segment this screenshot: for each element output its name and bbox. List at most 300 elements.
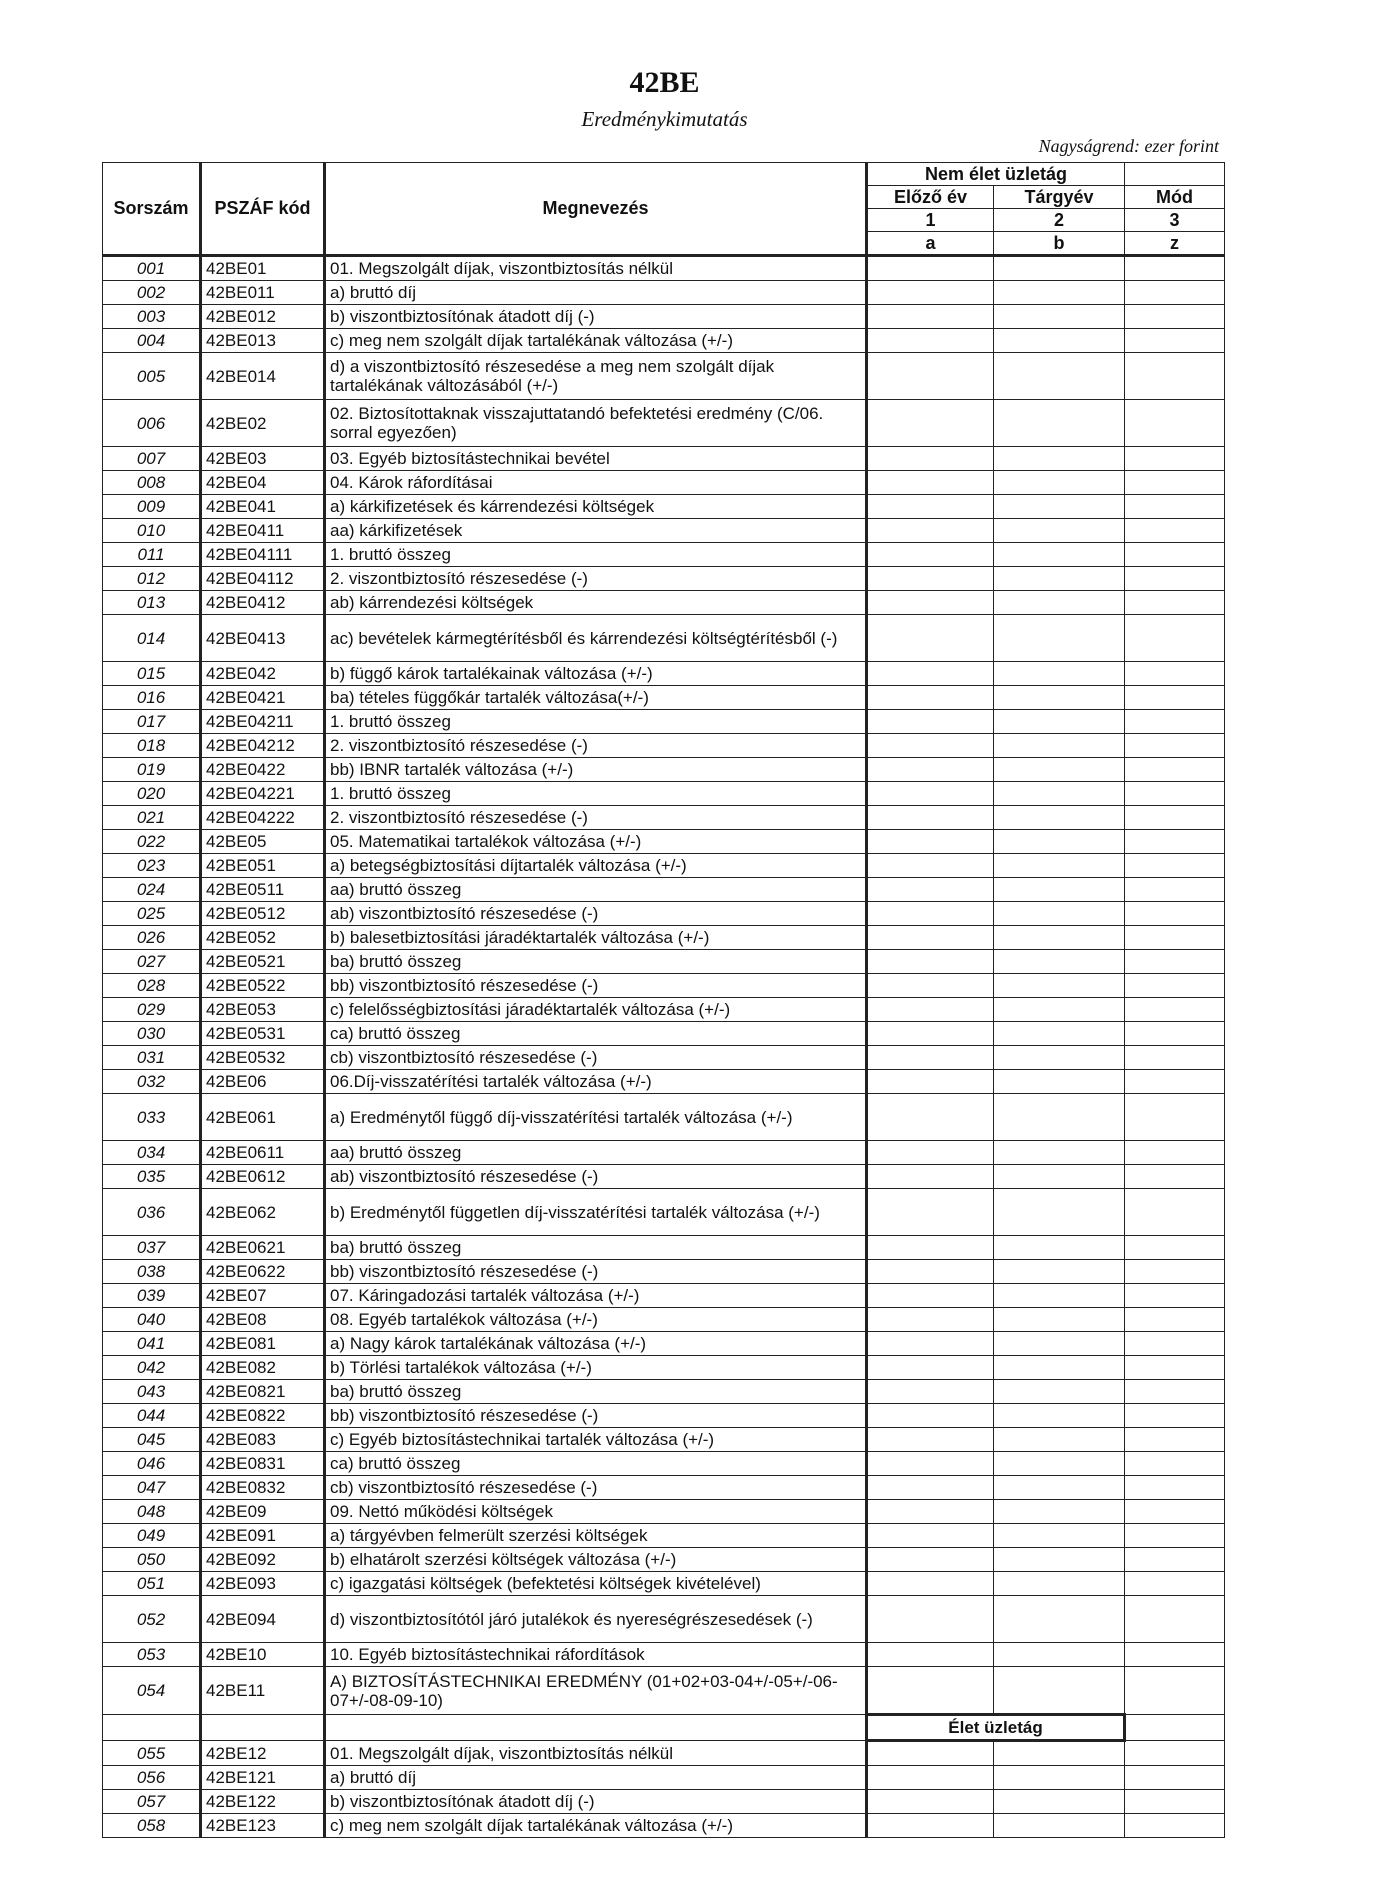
row-name: 04. Károk ráfordításai <box>325 471 867 495</box>
row-name: aa) bruttó összeg <box>325 1141 867 1165</box>
value-current-year <box>994 1766 1125 1790</box>
row-pszaf-code: 42BE0421 <box>201 686 325 710</box>
value-current-year <box>994 1308 1125 1332</box>
page-subtitle: Eredménykimutatás <box>581 107 748 131</box>
row-number: 017 <box>103 710 201 734</box>
value-mod <box>1125 782 1225 806</box>
value-mod <box>1125 1380 1225 1404</box>
table-row <box>103 615 1225 662</box>
table-row <box>103 710 1225 734</box>
value-current-year <box>994 1236 1125 1260</box>
table-body-life <box>103 1741 1225 1838</box>
value-previous-year <box>867 281 994 305</box>
unit-note: Nagyságrend: ezer forint <box>1038 136 1219 156</box>
row-number: 023 <box>103 854 201 878</box>
value-mod <box>1125 1022 1225 1046</box>
page-title: 42BE <box>629 66 700 99</box>
table-row <box>103 447 1225 471</box>
value-current-year <box>994 1741 1125 1766</box>
table-row <box>103 1404 1225 1428</box>
value-current-year <box>994 329 1125 353</box>
row-pszaf-code: 42BE0622 <box>201 1260 325 1284</box>
table-row <box>103 1308 1225 1332</box>
row-pszaf-code: 42BE013 <box>201 329 325 353</box>
row-pszaf-code: 42BE07 <box>201 1284 325 1308</box>
table-row <box>103 926 1225 950</box>
header-num-3: 3 <box>1125 209 1225 232</box>
row-pszaf-code: 42BE03 <box>201 447 325 471</box>
table-row <box>103 734 1225 758</box>
value-current-year <box>994 495 1125 519</box>
row-name: 10. Egyéb biztosítástechnikai ráfordítások <box>325 1643 867 1667</box>
value-current-year <box>994 878 1125 902</box>
value-mod <box>1125 567 1225 591</box>
value-current-year <box>994 1476 1125 1500</box>
value-current-year <box>994 1094 1125 1141</box>
row-number: 056 <box>103 1766 201 1790</box>
value-mod <box>1125 1070 1225 1094</box>
row-number: 001 <box>103 256 201 281</box>
value-mod <box>1125 329 1225 353</box>
row-number: 015 <box>103 662 201 686</box>
row-number: 004 <box>103 329 201 353</box>
value-mod <box>1125 447 1225 471</box>
value-mod <box>1125 1596 1225 1643</box>
header-letter-b: b <box>994 232 1125 256</box>
table-row <box>103 830 1225 854</box>
row-pszaf-code: 42BE09 <box>201 1500 325 1524</box>
value-previous-year <box>867 902 994 926</box>
table-row <box>103 806 1225 830</box>
table-row <box>103 1165 1225 1189</box>
value-current-year <box>994 1428 1125 1452</box>
row-name: aa) bruttó összeg <box>325 878 867 902</box>
row-number: 045 <box>103 1428 201 1452</box>
row-pszaf-code: 42BE053 <box>201 998 325 1022</box>
row-name: 1. bruttó összeg <box>325 543 867 567</box>
value-mod <box>1125 1643 1225 1667</box>
row-pszaf-code: 42BE04 <box>201 471 325 495</box>
header-letter-a: a <box>867 232 994 256</box>
value-previous-year <box>867 1500 994 1524</box>
value-previous-year <box>867 782 994 806</box>
row-name: a) bruttó díj <box>325 1766 867 1790</box>
row-name: 1. bruttó összeg <box>325 782 867 806</box>
value-mod <box>1125 543 1225 567</box>
row-name: ba) bruttó összeg <box>325 950 867 974</box>
row-number: 047 <box>103 1476 201 1500</box>
row-pszaf-code: 42BE094 <box>201 1596 325 1643</box>
row-number: 010 <box>103 519 201 543</box>
row-name: c) meg nem szolgált díjak tartalékának változása (+/-) <box>325 1814 867 1838</box>
value-current-year <box>994 1667 1125 1715</box>
value-current-year <box>994 806 1125 830</box>
value-mod <box>1125 974 1225 998</box>
table-row <box>103 1141 1225 1165</box>
row-pszaf-code: 42BE123 <box>201 1814 325 1838</box>
row-pszaf-code: 42BE0511 <box>201 878 325 902</box>
row-pszaf-code: 42BE061 <box>201 1094 325 1141</box>
value-previous-year <box>867 591 994 615</box>
row-name: d) a viszontbiztosító részesedése a meg nem szolgált díjak tartalékának változásából (+/-) <box>325 353 867 400</box>
row-number: 031 <box>103 1046 201 1070</box>
value-previous-year <box>867 806 994 830</box>
row-name: a) bruttó díj <box>325 281 867 305</box>
value-current-year <box>994 662 1125 686</box>
row-number: 026 <box>103 926 201 950</box>
value-previous-year <box>867 734 994 758</box>
value-previous-year <box>867 1332 994 1356</box>
value-previous-year <box>867 854 994 878</box>
row-pszaf-code: 42BE014 <box>201 353 325 400</box>
table-row <box>103 1260 1225 1284</box>
value-mod <box>1125 1404 1225 1428</box>
value-mod <box>1125 591 1225 615</box>
table-row <box>103 1189 1225 1236</box>
row-name: b) Törlési tartalékok változása (+/-) <box>325 1356 867 1380</box>
value-previous-year <box>867 1380 994 1404</box>
value-previous-year <box>867 1790 994 1814</box>
value-previous-year <box>867 830 994 854</box>
table-row <box>103 1070 1225 1094</box>
row-pszaf-code: 42BE091 <box>201 1524 325 1548</box>
value-previous-year <box>867 1524 994 1548</box>
row-pszaf-code: 42BE012 <box>201 305 325 329</box>
value-mod <box>1125 1572 1225 1596</box>
row-name: d) viszontbiztosítótól járó jutalékok és nyereségrészesedések (-) <box>325 1596 867 1643</box>
value-current-year <box>994 400 1125 447</box>
value-mod <box>1125 1189 1225 1236</box>
table-row <box>103 1284 1225 1308</box>
row-name: 09. Nettó működési költségek <box>325 1500 867 1524</box>
row-pszaf-code: 42BE042 <box>201 662 325 686</box>
value-mod <box>1125 1766 1225 1790</box>
row-number: 002 <box>103 281 201 305</box>
row-number: 057 <box>103 1790 201 1814</box>
row-pszaf-code: 42BE12 <box>201 1741 325 1766</box>
table-row <box>103 591 1225 615</box>
value-mod <box>1125 281 1225 305</box>
row-name: cb) viszontbiztosító részesedése (-) <box>325 1476 867 1500</box>
spacer-cell <box>325 1715 867 1741</box>
row-name: ca) bruttó összeg <box>325 1022 867 1046</box>
value-mod <box>1125 1428 1225 1452</box>
row-name: a) tárgyévben felmerült szerzési költségek <box>325 1524 867 1548</box>
value-mod <box>1125 1524 1225 1548</box>
table-row <box>103 1476 1225 1500</box>
value-current-year <box>994 281 1125 305</box>
row-pszaf-code: 42BE04212 <box>201 734 325 758</box>
value-previous-year <box>867 1548 994 1572</box>
row-pszaf-code: 42BE0522 <box>201 974 325 998</box>
row-number: 028 <box>103 974 201 998</box>
row-name: c) Egyéb biztosítástechnikai tartalék változása (+/-) <box>325 1428 867 1452</box>
value-current-year <box>994 758 1125 782</box>
value-current-year <box>994 543 1125 567</box>
table-row <box>103 256 1225 281</box>
row-number: 024 <box>103 878 201 902</box>
row-pszaf-code: 42BE0822 <box>201 1404 325 1428</box>
row-number: 011 <box>103 543 201 567</box>
table-row <box>103 495 1225 519</box>
value-mod <box>1125 1094 1225 1141</box>
value-previous-year <box>867 615 994 662</box>
row-number: 003 <box>103 305 201 329</box>
value-current-year <box>994 998 1125 1022</box>
row-pszaf-code: 42BE0411 <box>201 519 325 543</box>
row-number: 019 <box>103 758 201 782</box>
value-current-year <box>994 1572 1125 1596</box>
value-previous-year <box>867 1428 994 1452</box>
value-current-year <box>994 1070 1125 1094</box>
row-name: aa) kárkifizetések <box>325 519 867 543</box>
value-current-year <box>994 1548 1125 1572</box>
value-previous-year <box>867 1572 994 1596</box>
value-previous-year <box>867 1236 994 1260</box>
value-mod <box>1125 806 1225 830</box>
row-pszaf-code: 42BE0832 <box>201 1476 325 1500</box>
value-mod <box>1125 400 1225 447</box>
value-previous-year <box>867 1643 994 1667</box>
table-row <box>103 400 1225 447</box>
value-current-year <box>994 591 1125 615</box>
value-previous-year <box>867 1667 994 1715</box>
row-name: 02. Biztosítottaknak visszajuttatandó befektetési eredmény (C/06. sorral egyezően) <box>325 400 867 447</box>
row-number: 007 <box>103 447 201 471</box>
row-number: 053 <box>103 1643 201 1667</box>
row-name: cb) viszontbiztosító részesedése (-) <box>325 1046 867 1070</box>
row-name: b) balesetbiztosítási járadéktartalék változása (+/-) <box>325 926 867 950</box>
row-name: 06.Díj-visszatérítési tartalék változása (+/-) <box>325 1070 867 1094</box>
value-current-year <box>994 1046 1125 1070</box>
spacer-cell <box>1125 1715 1225 1741</box>
row-number: 027 <box>103 950 201 974</box>
value-previous-year <box>867 1404 994 1428</box>
value-current-year <box>994 782 1125 806</box>
table-row <box>103 974 1225 998</box>
row-name: b) Eredménytől független díj-visszatérítési tartalék változása (+/-) <box>325 1189 867 1236</box>
row-pszaf-code: 42BE011 <box>201 281 325 305</box>
row-pszaf-code: 42BE05 <box>201 830 325 854</box>
row-name: ac) bevételek kármegtérítésből és kárrendezési költségtérítésből (-) <box>325 615 867 662</box>
table-row <box>103 782 1225 806</box>
value-previous-year <box>867 495 994 519</box>
value-current-year <box>994 1380 1125 1404</box>
value-current-year <box>994 1189 1125 1236</box>
table-row <box>103 1236 1225 1260</box>
row-name: b) elhatárolt szerzési költségek változása (+/-) <box>325 1548 867 1572</box>
value-mod <box>1125 1165 1225 1189</box>
row-name: ba) bruttó összeg <box>325 1236 867 1260</box>
value-current-year <box>994 902 1125 926</box>
row-name: bb) viszontbiztosító részesedése (-) <box>325 1404 867 1428</box>
value-mod <box>1125 1814 1225 1838</box>
row-name: a) Eredménytől függő díj-visszatérítési tartalék változása (+/-) <box>325 1094 867 1141</box>
value-mod <box>1125 305 1225 329</box>
row-pszaf-code: 42BE0611 <box>201 1141 325 1165</box>
table-row <box>103 686 1225 710</box>
table-row <box>103 543 1225 567</box>
value-current-year <box>994 1141 1125 1165</box>
value-mod <box>1125 1356 1225 1380</box>
value-current-year <box>994 1356 1125 1380</box>
table-row <box>103 1572 1225 1596</box>
row-name: 2. viszontbiztosító részesedése (-) <box>325 567 867 591</box>
value-current-year <box>994 1814 1125 1838</box>
row-number: 048 <box>103 1500 201 1524</box>
row-name: ba) tételes függőkár tartalék változása(+/-) <box>325 686 867 710</box>
row-number: 046 <box>103 1452 201 1476</box>
row-name: 01. Megszolgált díjak, viszontbiztosítás nélkül <box>325 256 867 281</box>
row-name: 2. viszontbiztosító részesedése (-) <box>325 806 867 830</box>
row-pszaf-code: 42BE122 <box>201 1790 325 1814</box>
value-current-year <box>994 1284 1125 1308</box>
value-previous-year <box>867 305 994 329</box>
row-pszaf-code: 42BE062 <box>201 1189 325 1236</box>
value-mod <box>1125 471 1225 495</box>
value-previous-year <box>867 1741 994 1766</box>
value-previous-year <box>867 1141 994 1165</box>
row-pszaf-code: 42BE04112 <box>201 567 325 591</box>
row-number: 005 <box>103 353 201 400</box>
row-pszaf-code: 42BE081 <box>201 1332 325 1356</box>
row-pszaf-code: 42BE0821 <box>201 1380 325 1404</box>
value-current-year <box>994 1524 1125 1548</box>
value-current-year <box>994 854 1125 878</box>
table-row <box>103 854 1225 878</box>
row-number: 052 <box>103 1596 201 1643</box>
value-current-year <box>994 950 1125 974</box>
value-mod <box>1125 495 1225 519</box>
row-number: 033 <box>103 1094 201 1141</box>
value-previous-year <box>867 1189 994 1236</box>
row-number: 037 <box>103 1236 201 1260</box>
value-mod <box>1125 1548 1225 1572</box>
row-number: 043 <box>103 1380 201 1404</box>
value-current-year <box>994 1404 1125 1428</box>
row-pszaf-code: 42BE083 <box>201 1428 325 1452</box>
row-number: 009 <box>103 495 201 519</box>
table-row <box>103 1548 1225 1572</box>
table-row <box>103 281 1225 305</box>
value-previous-year <box>867 1260 994 1284</box>
row-name: 03. Egyéb biztosítástechnikai bevétel <box>325 447 867 471</box>
row-pszaf-code: 42BE082 <box>201 1356 325 1380</box>
value-current-year <box>994 567 1125 591</box>
table-row <box>103 1524 1225 1548</box>
table-row <box>103 662 1225 686</box>
table-row <box>103 1766 1225 1790</box>
table-row <box>103 567 1225 591</box>
value-mod <box>1125 734 1225 758</box>
value-mod <box>1125 1236 1225 1260</box>
income-statement-table <box>102 162 1225 1838</box>
header-mod: Mód <box>1125 186 1225 209</box>
value-mod <box>1125 519 1225 543</box>
row-number: 021 <box>103 806 201 830</box>
value-previous-year <box>867 686 994 710</box>
table-row <box>103 1596 1225 1643</box>
row-pszaf-code: 42BE092 <box>201 1548 325 1572</box>
value-current-year <box>994 1165 1125 1189</box>
value-previous-year <box>867 400 994 447</box>
value-previous-year <box>867 519 994 543</box>
table-row <box>103 329 1225 353</box>
row-name: a) Nagy károk tartalékának változása (+/-) <box>325 1332 867 1356</box>
value-current-year <box>994 1790 1125 1814</box>
table-row <box>103 1790 1225 1814</box>
value-current-year <box>994 1596 1125 1643</box>
value-mod <box>1125 710 1225 734</box>
value-previous-year <box>867 1596 994 1643</box>
table-row <box>103 1643 1225 1667</box>
row-pszaf-code: 42BE0531 <box>201 1022 325 1046</box>
value-previous-year <box>867 567 994 591</box>
value-previous-year <box>867 447 994 471</box>
header-previous-year: Előző év <box>867 186 994 209</box>
row-number: 032 <box>103 1070 201 1094</box>
row-name: 08. Egyéb tartalékok változása (+/-) <box>325 1308 867 1332</box>
row-pszaf-code: 42BE04211 <box>201 710 325 734</box>
row-name: 01. Megszolgált díjak, viszontbiztosítás nélkül <box>325 1741 867 1766</box>
row-pszaf-code: 42BE01 <box>201 256 325 281</box>
row-number: 035 <box>103 1165 201 1189</box>
value-mod <box>1125 1790 1225 1814</box>
value-previous-year <box>867 710 994 734</box>
table-row <box>103 878 1225 902</box>
header-sorszam: Sorszám <box>103 163 201 256</box>
value-previous-year <box>867 926 994 950</box>
value-current-year <box>994 305 1125 329</box>
table-row <box>103 1741 1225 1766</box>
row-pszaf-code: 42BE11 <box>201 1667 325 1715</box>
value-mod <box>1125 1046 1225 1070</box>
value-previous-year <box>867 1094 994 1141</box>
row-pszaf-code: 42BE0413 <box>201 615 325 662</box>
value-previous-year <box>867 1308 994 1332</box>
value-mod <box>1125 854 1225 878</box>
row-pszaf-code: 42BE04222 <box>201 806 325 830</box>
value-mod <box>1125 1476 1225 1500</box>
header-group-non-life: Nem élet üzletág <box>867 163 1125 186</box>
row-number: 018 <box>103 734 201 758</box>
row-name: c) felelősségbiztosítási járadéktartalék változása (+/-) <box>325 998 867 1022</box>
row-number: 058 <box>103 1814 201 1838</box>
spacer-cell <box>103 1715 201 1741</box>
row-pszaf-code: 42BE0612 <box>201 1165 325 1189</box>
row-number: 016 <box>103 686 201 710</box>
row-pszaf-code: 42BE041 <box>201 495 325 519</box>
row-pszaf-code: 42BE06 <box>201 1070 325 1094</box>
table-row <box>103 1500 1225 1524</box>
value-mod <box>1125 878 1225 902</box>
value-current-year <box>994 471 1125 495</box>
row-name: bb) viszontbiztosító részesedése (-) <box>325 974 867 998</box>
row-name: c) igazgatási költségek (befektetési költségek kivételével) <box>325 1572 867 1596</box>
row-pszaf-code: 42BE051 <box>201 854 325 878</box>
header-pszaf-code: PSZÁF kód <box>201 163 325 256</box>
row-pszaf-code: 42BE10 <box>201 1643 325 1667</box>
row-number: 055 <box>103 1741 201 1766</box>
value-mod <box>1125 1500 1225 1524</box>
header-num-2: 2 <box>994 209 1125 232</box>
value-mod <box>1125 1452 1225 1476</box>
row-number: 029 <box>103 998 201 1022</box>
table-row <box>103 353 1225 400</box>
row-pszaf-code: 42BE08 <box>201 1308 325 1332</box>
row-name: ab) viszontbiztosító részesedése (-) <box>325 902 867 926</box>
value-current-year <box>994 1500 1125 1524</box>
